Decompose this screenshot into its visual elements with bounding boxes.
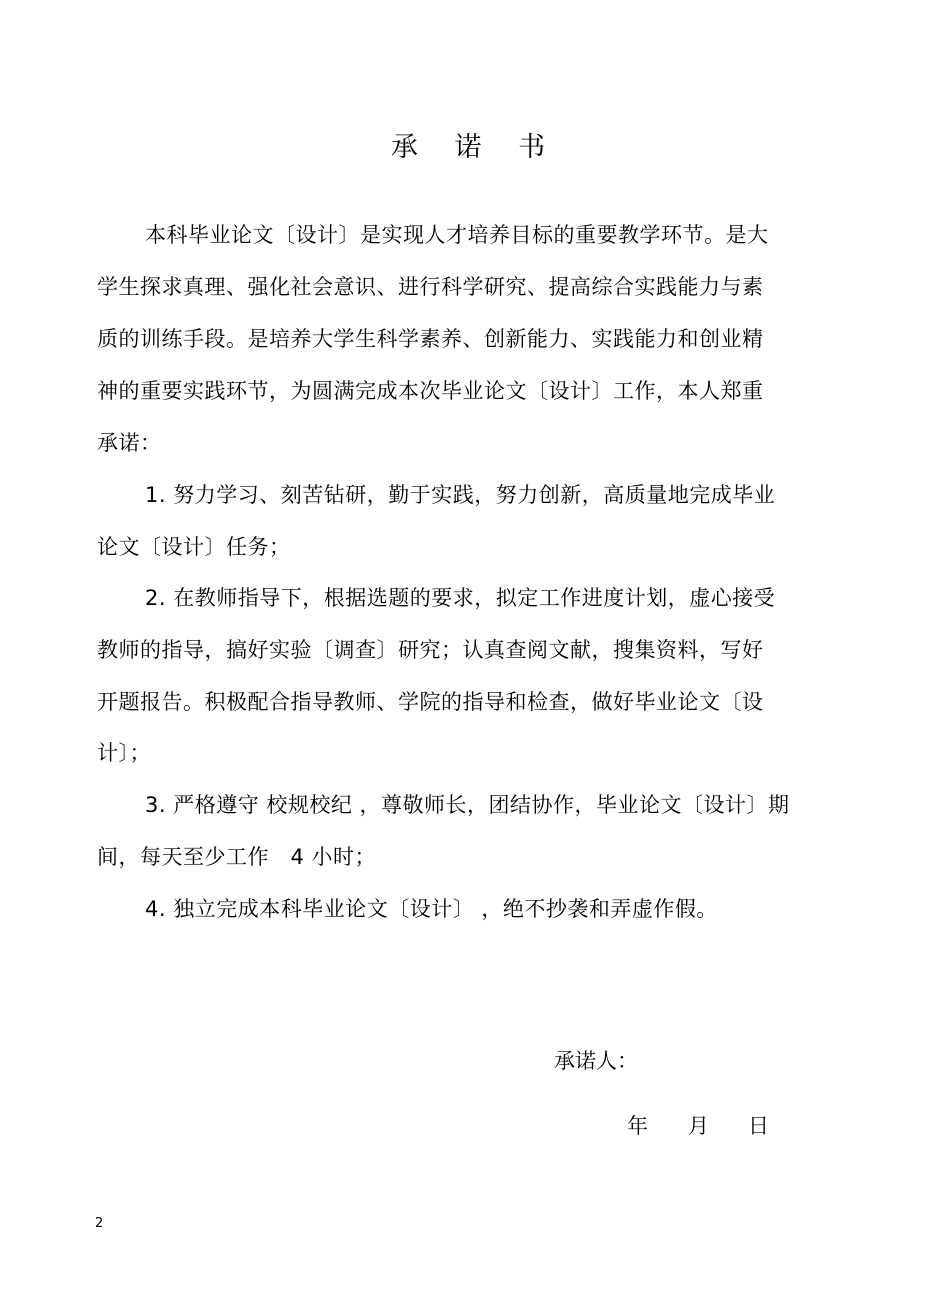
date-day-label: 日 [748,1114,769,1138]
paragraph-line: 学生探求真理、强化社会意识、进行科学研究、提高综合实践能力与素 [97,275,764,299]
paragraph-line: 计〕； [97,741,151,765]
promiser-label: 承诺人： [554,1049,638,1073]
date-year-label: 年 [627,1114,648,1138]
paragraph-line: 论文〔设计〕任务； [97,535,291,559]
page-title: 承 诺 书 [390,132,560,163]
paragraph-line: 承诺： [97,431,162,455]
paragraph-line: 教师的指导，搞好实验〔调查〕研究；认真查阅文献，搜集资料，写好 [97,638,764,662]
paragraph-line: 1. 努力学习、刻苦钻研，勤于实践，努力创新，高质量地完成毕业 [145,483,776,507]
paragraph-line: 质的训练手段。是培养大学生科学素养、创新能力、实践能力和创业精 [97,327,764,351]
date-month-label: 月 [688,1114,709,1138]
paragraph-line: 开题报告。积极配合指导教师、学院的指导和检查，做好毕业论文〔设 [97,690,764,714]
paragraph-line: 4. 独立完成本科毕业论文〔设计〕 ，绝不抄袭和弄虚作假。 [145,897,718,921]
paragraph-line: 间，每天至少工作 4 小时； [97,845,377,869]
paragraph-line: 神的重要实践环节，为圆满完成本次毕业论文〔设计〕工作，本人郑重 [97,379,764,403]
paragraph-line: 本科毕业论文〔设计〕是实现人才培养目标的重要教学环节。是大 [145,223,769,247]
page-number: 2 [95,1216,104,1231]
paragraph-line: 2. 在教师指导下，根据选题的要求，拟定工作进度计划，虚心接受 [145,586,776,610]
paragraph-line: 3. 严格遵守 校规校纪 ，尊敬师长，团结协作，毕业论文〔设计〕期 [145,793,790,817]
